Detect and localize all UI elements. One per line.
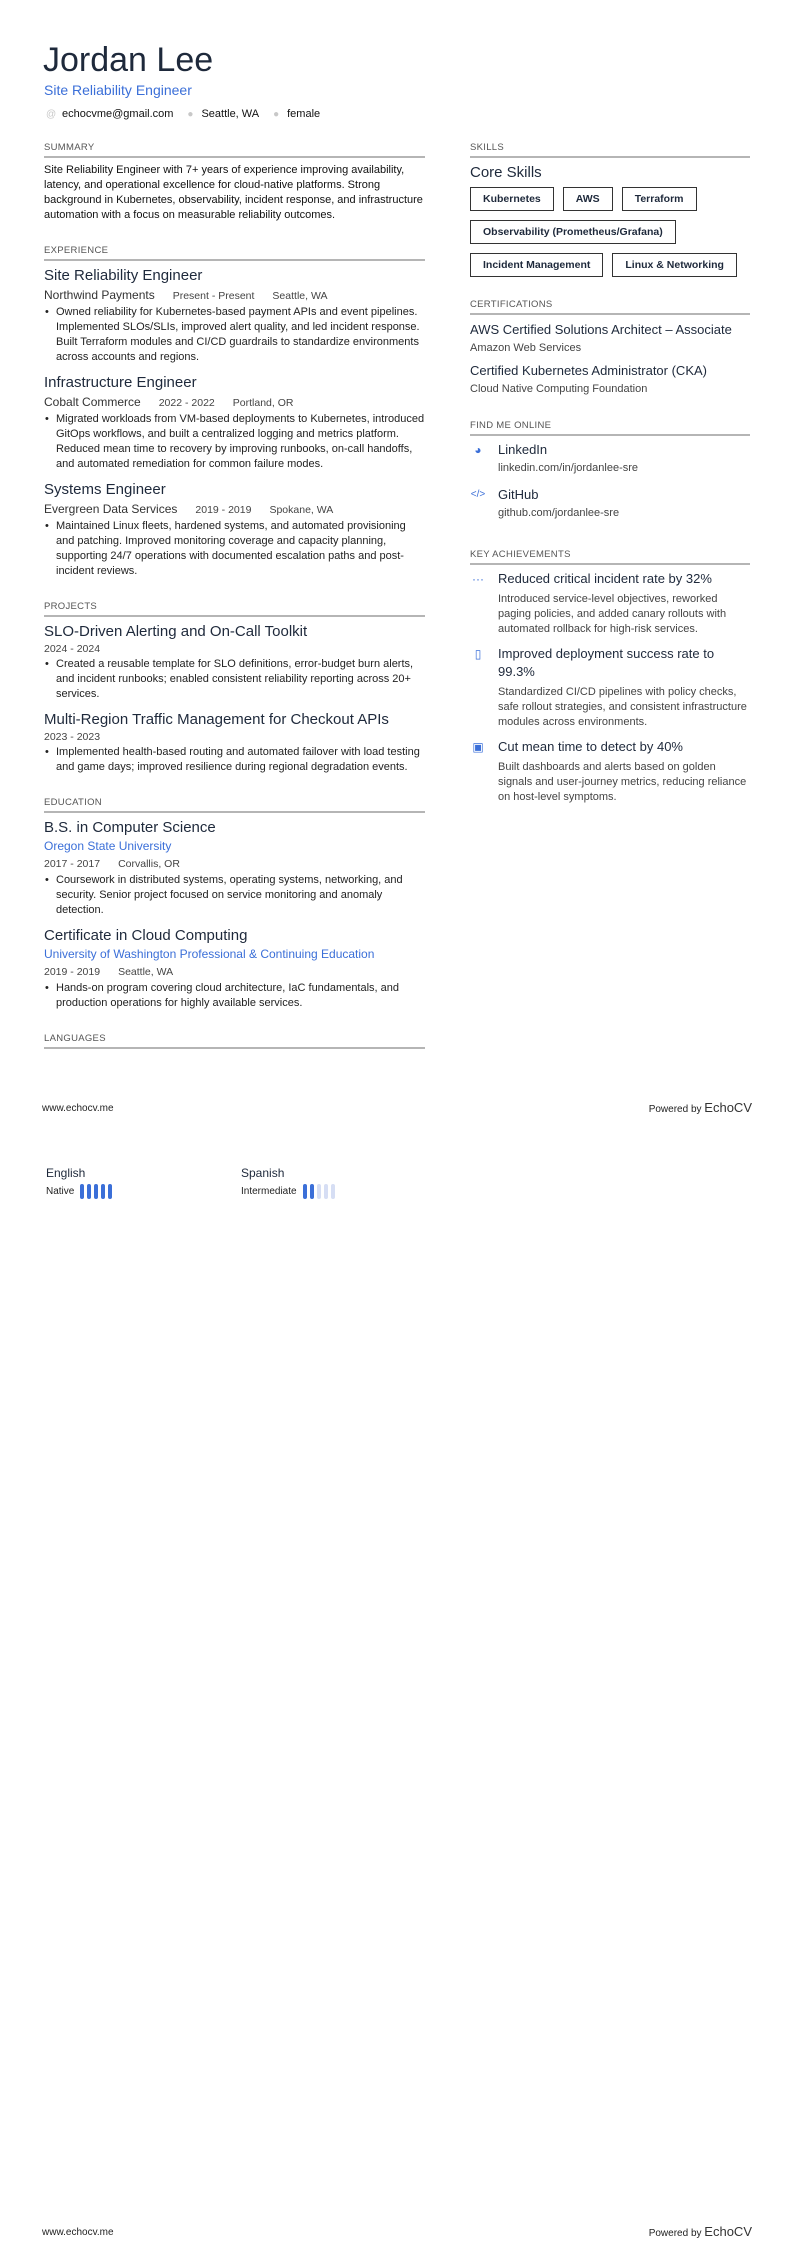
footer-powered-by [649, 2224, 752, 2239]
proficiency-bar [310, 1184, 314, 1199]
bullet-list [44, 981, 425, 1011]
phone-icon: ▯ [474, 647, 482, 661]
certification-issuer: Amazon Web Services [470, 342, 582, 354]
job-dates: 2022 - 2022 [158, 397, 215, 409]
online-profile[interactable] [470, 441, 750, 482]
bullet-item: • Implemented health-based routing and automated failover with load testing and game days; improved resilience during regional degradation events. [44, 745, 425, 775]
at-icon: @ [46, 109, 57, 120]
footer-site-link[interactable]: www.echocv.me [42, 2227, 114, 2238]
bullet-item: • Maintained Linux fleets, hardened systems, and automated provisioning and patching. Improved monitoring coverage and capacity planning, supporting 24/7 operations with documented escalation paths and post-incident reviews. [44, 519, 425, 579]
school-name: University of Washington Professional & Continuing Education [44, 947, 375, 961]
profile-url[interactable]: linkedin.com/in/jordanlee-sre [498, 462, 639, 474]
language-item [241, 1166, 335, 1199]
profile-url[interactable]: github.com/jordanlee-sre [498, 507, 620, 519]
language-level-text: Intermediate [241, 1186, 297, 1197]
proficiency-bar [317, 1184, 321, 1199]
proficiency-bar [331, 1184, 335, 1199]
company: Evergreen Data Services [44, 502, 178, 516]
project-entry [44, 710, 425, 775]
summary-section [44, 142, 425, 223]
section-heading: EXPERIENCE [44, 245, 425, 261]
job-role: Infrastructure Engineer [44, 374, 197, 391]
language-level-text: Native [46, 1186, 75, 1197]
job-location: Spokane, WA [269, 504, 334, 516]
section-heading: EDUCATION [44, 797, 425, 813]
bullet-list [44, 657, 425, 702]
skill-tag: Kubernetes [470, 187, 554, 211]
proficiency-bars [80, 1184, 112, 1199]
education-entry [44, 926, 425, 1011]
skill-tags [470, 187, 750, 277]
gender [271, 108, 320, 120]
section-heading: CERTIFICATIONS [470, 299, 750, 315]
section-heading: LANGUAGES [44, 1033, 425, 1049]
bullet-item: • Created a reusable template for SLO definitions, error-budget burn alerts, and incident runbooks; enabled consistent reliability reporting across 20+ services. [44, 657, 425, 702]
proficiency-bar [324, 1184, 328, 1199]
achievement-item [470, 570, 750, 641]
achievement-title: Reduced critical incident rate by 32% [498, 571, 712, 586]
achievement-title: Improved deployment success rate to 99.3% [498, 646, 715, 679]
job-role: Site Reliability Engineer [44, 267, 203, 284]
education-dates: 2017 - 2017 [44, 858, 101, 870]
job-dates: Present - Present [172, 290, 255, 302]
online-section [470, 420, 750, 527]
right-column [470, 142, 750, 831]
person-icon: ● [273, 109, 280, 120]
education-location: Seattle, WA [118, 966, 174, 978]
left-column [44, 142, 425, 1071]
skill-tag: Linux & Networking [612, 253, 737, 277]
achievement-text [498, 645, 750, 734]
profile-text [498, 441, 638, 482]
achievement-text [498, 570, 750, 641]
section-heading: SUMMARY [44, 142, 425, 158]
education-meta [44, 963, 425, 981]
proficiency-bar [94, 1184, 98, 1199]
online-profile[interactable] [470, 486, 750, 527]
education-dates: 2019 - 2019 [44, 966, 101, 978]
achievement-item [470, 738, 750, 809]
email[interactable] [46, 108, 173, 120]
section-heading: KEY ACHIEVEMENTS [470, 549, 750, 565]
section-heading: FIND ME ONLINE [470, 420, 750, 436]
achievement-text [498, 738, 750, 809]
company: Northwind Payments [44, 288, 155, 302]
proficiency-bar [303, 1184, 307, 1199]
proficiency-bar [101, 1184, 105, 1199]
achievement-desc: Standardized CI/CD pipelines with policy checks, safe rollout strategies, and consistent infrastructure modules across environments. [498, 686, 747, 728]
profile-name: GitHub [498, 487, 539, 502]
candidate-name: Jordan Lee [43, 41, 214, 79]
bullet-list [44, 745, 425, 775]
job-role: Systems Engineer [44, 481, 166, 498]
calendar-icon: ▣ [472, 740, 484, 754]
project-entry [44, 622, 425, 702]
job-location: Seattle, WA [272, 290, 328, 302]
certification-name: Certified Kubernetes Administrator (CKA) [470, 363, 707, 378]
proficiency-bar [80, 1184, 84, 1199]
bullet-item: • Hands-on program covering cloud architecture, IaC fundamentals, and production operations for highly available services. [44, 981, 425, 1011]
location-text: Seattle, WA [201, 108, 260, 120]
brand-name: EchoCV [704, 2224, 752, 2239]
languages-section [44, 1033, 425, 1049]
skill-group-title: Core Skills [470, 164, 542, 181]
experience-section [44, 245, 425, 579]
certification-name: AWS Certified Solutions Architect – Associate [470, 322, 732, 337]
bullet-list [44, 873, 425, 918]
bullet-list [44, 519, 425, 579]
job-location: Portland, OR [232, 397, 294, 409]
email-text: echocvme@gmail.com [62, 108, 174, 120]
achievement-desc: Introduced service-level objectives, reworked paging policies, and added canary rollouts with automated rollback for high-risk services. [498, 593, 727, 635]
summary-text: Site Reliability Engineer with 7+ years of experience improving availability, latency, and operational excellence for cloud-native platforms. Strong background in Kubernetes, observability, incident response, and infrastructure automation with a focus on measurable reliability outcomes. [44, 164, 423, 221]
powered-by-text: Powered by [648, 1104, 702, 1115]
education-entry [44, 818, 425, 918]
achievement-item [470, 645, 750, 734]
education-meta [44, 855, 425, 873]
skills-section [470, 142, 750, 277]
experience-entry [44, 373, 425, 472]
language-item [46, 1166, 112, 1199]
education-section [44, 797, 425, 1011]
project-title: SLO-Driven Alerting and On-Call Toolkit [44, 623, 308, 640]
school-name: Oregon State University [44, 839, 172, 853]
dots-icon: ··· [472, 572, 484, 586]
experience-entry [44, 480, 425, 579]
experience-entry [44, 266, 425, 365]
job-dates: 2019 - 2019 [195, 504, 252, 516]
proficiency-bar [108, 1184, 112, 1199]
skill-tag: Incident Management [470, 253, 603, 277]
bullet-item: • Migrated workloads from VM-based deployments to Kubernetes, introduced GitOps workflows, and built a centralized logging and metrics platform. Reduced mean time to recovery by improving runbooks, on-call handoffs, and automated remediation for common failure modes. [44, 412, 425, 472]
profile-text [498, 486, 619, 527]
proficiency-bar [87, 1184, 91, 1199]
footer-site-link[interactable]: www.echocv.me [42, 1103, 114, 1114]
skill-tag: Terraform [622, 187, 697, 211]
brand-name: EchoCV [704, 1100, 752, 1115]
language-name: Spanish [241, 1166, 285, 1180]
contact-row [46, 108, 320, 120]
project-dates: 2023 - 2023 [44, 731, 101, 743]
education-location: Corvallis, OR [118, 858, 180, 870]
bullet-item: • Coursework in distributed systems, operating systems, networking, and security. Senior project focused on service monitoring and anomaly detection. [44, 873, 425, 918]
certification-issuer: Cloud Native Computing Foundation [470, 383, 648, 395]
bullet-list [44, 305, 425, 365]
profile-name: LinkedIn [498, 442, 548, 457]
project-dates: 2024 - 2024 [44, 643, 101, 655]
section-heading: SKILLS [470, 142, 750, 158]
skill-tag: AWS [563, 187, 613, 211]
certifications-section [470, 299, 750, 398]
job-meta [44, 500, 425, 519]
achievements-section [470, 549, 750, 809]
location [185, 108, 259, 120]
powered-by-text: Powered by [648, 2228, 702, 2239]
section-heading: PROJECTS [44, 601, 425, 617]
achievement-title: Cut mean time to detect by 40% [498, 739, 683, 754]
footer-powered-by [649, 1100, 752, 1115]
project-title: Multi-Region Traffic Management for Checkout APIs [44, 711, 389, 728]
pie-chart-icon: ◕ [474, 443, 482, 457]
degree: Certificate in Cloud Computing [44, 927, 248, 944]
proficiency-bars [303, 1184, 335, 1199]
bullet-item: • Owned reliability for Kubernetes-based payment APIs and event pipelines. Implemented SLOs/SLIs, improved alert quality, and led incident response. Built Terraform modules and CI/CD guardrails to standardize environments across accounts and regions. [44, 305, 425, 365]
achievement-desc: Built dashboards and alerts based on golden signals and user-journey metrics, reducing reliance on host-level symptoms. [498, 761, 747, 803]
gender-text: female [287, 108, 321, 120]
language-name: English [46, 1166, 86, 1180]
code-icon: </> [470, 489, 486, 500]
projects-section [44, 601, 425, 775]
degree: B.S. in Computer Science [44, 819, 216, 836]
language-level [46, 1184, 112, 1199]
company: Cobalt Commerce [44, 395, 141, 409]
candidate-title: Site Reliability Engineer [44, 82, 192, 98]
bullet-list [44, 412, 425, 472]
map-pin-icon: ● [187, 109, 194, 120]
language-level [241, 1184, 335, 1199]
job-meta [44, 393, 425, 412]
job-meta [44, 286, 425, 305]
skill-tag: Observability (Prometheus/Grafana) [470, 220, 676, 244]
